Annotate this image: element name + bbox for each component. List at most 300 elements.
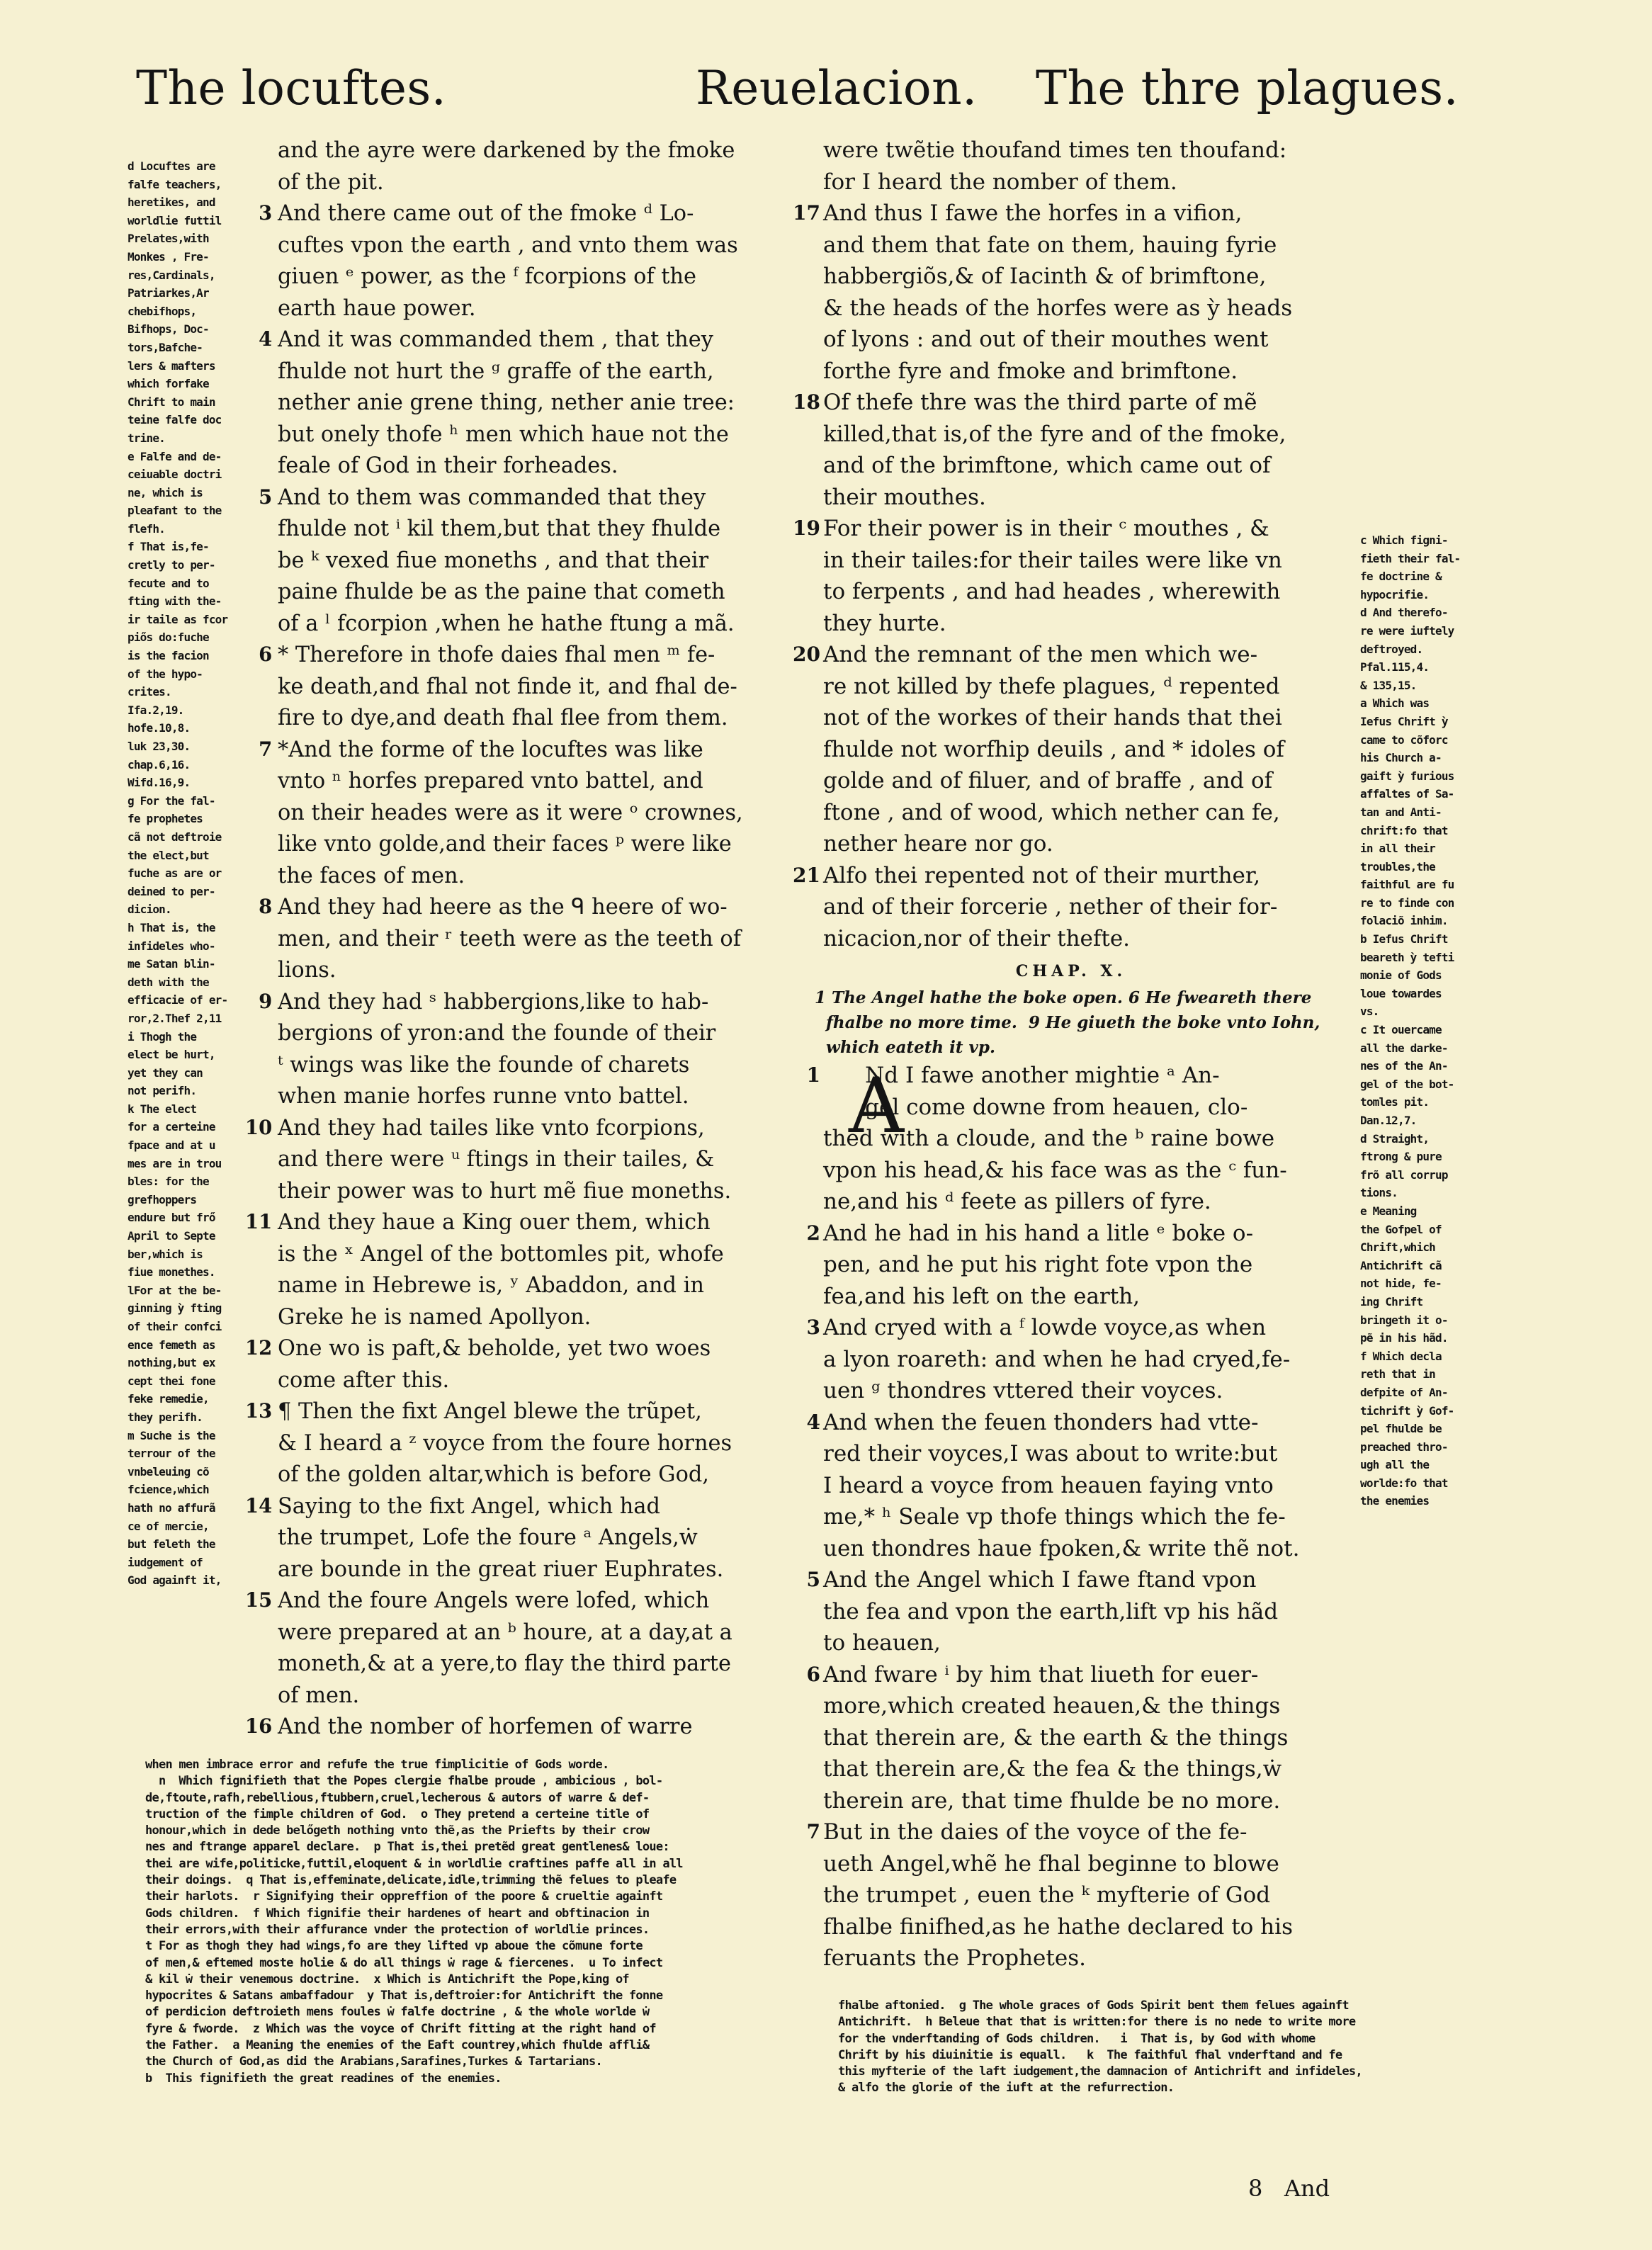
verse-number: 3 bbox=[259, 201, 273, 225]
verse-text: on their heades were as it were ᵒ crownes, bbox=[278, 799, 743, 825]
footnote-line: n Which fignifieth that the Popes clergie fhalbe proude , ambicious , bol- bbox=[145, 1774, 663, 1789]
verse-text: and the ayre were darkened by the fmoke bbox=[278, 137, 735, 163]
verse-text: is the ˣ Angel of the bottomles pit, whofe bbox=[278, 1240, 724, 1267]
verse-text: like vnto golde,and their faces ᵖ were like bbox=[278, 831, 732, 857]
verse-text: But in the daies of the voyce of the fe- bbox=[823, 1819, 1248, 1845]
verse-text: their power was to hurt mẽ fiue moneths. bbox=[278, 1177, 732, 1204]
verse-text: of the golden altar,which is before God, bbox=[278, 1462, 709, 1487]
verse-text: nether heare nor go. bbox=[823, 831, 1053, 857]
margin-gloss-line: lFor at the be- bbox=[128, 1283, 222, 1297]
margin-gloss-line: folaciõ inhim. bbox=[1360, 914, 1448, 928]
text-line bbox=[823, 293, 1369, 324]
margin-gloss-line: fe prophetes bbox=[128, 812, 203, 826]
verse-text: feruants the Prophetes. bbox=[823, 1945, 1086, 1971]
margin-gloss-line: ginning ỳ fting bbox=[128, 1301, 222, 1316]
text-line bbox=[823, 1753, 1369, 1785]
text-line bbox=[278, 513, 819, 545]
margin-gloss-line: reth that in bbox=[1360, 1367, 1435, 1381]
margin-gloss-line: Chrift,which bbox=[1360, 1240, 1435, 1255]
verse-number: 6 bbox=[806, 1662, 820, 1686]
margin-gloss-line: April to Septe bbox=[128, 1229, 215, 1243]
verse-text: of the pit. bbox=[278, 169, 384, 195]
verse-number: 1 bbox=[806, 1063, 820, 1087]
margin-gloss-line: h That is, the bbox=[128, 920, 215, 934]
margin-gloss-line: a Which was bbox=[1360, 696, 1430, 711]
text-line bbox=[259, 986, 819, 1018]
margin-gloss-line: endure but frő bbox=[128, 1211, 215, 1225]
margin-gloss-line: flefh. bbox=[128, 521, 165, 536]
verse-text: moneth,& at a yere,to flay the third parte bbox=[278, 1651, 731, 1676]
text-line bbox=[823, 576, 1369, 608]
margin-gloss-line: nothing,but ex bbox=[128, 1356, 215, 1370]
verse-number: 13 bbox=[244, 1399, 273, 1423]
verse-text: golde and of filuer, and of braffe , and of bbox=[823, 768, 1273, 793]
margin-gloss-line: ir taile as fcor bbox=[128, 612, 228, 626]
text-line bbox=[823, 1533, 1369, 1565]
text-line bbox=[823, 1470, 1369, 1502]
margin-gloss-line: gel of the bot- bbox=[1360, 1077, 1454, 1091]
text-line bbox=[823, 1249, 1369, 1281]
text-line bbox=[793, 860, 1369, 892]
text-line bbox=[278, 1080, 819, 1112]
text-line bbox=[278, 293, 819, 324]
verse-text: fhulde not ⁱ kil them,but that they fhulde bbox=[278, 516, 721, 541]
text-line bbox=[278, 387, 819, 419]
verse-text: And they had ˢ habbergions,like to hab- bbox=[278, 988, 709, 1014]
footnote-line: this myfterie of the laft iudgement,the damnacion of Antichrift and infideles, bbox=[838, 2064, 1362, 2079]
footnote-line: fhalbe aftonied. g The whole graces of Gods Spirit bent them felues againft bbox=[838, 1999, 1349, 2013]
verse-text: And fware ⁱ by him that liueth for euer- bbox=[823, 1661, 1259, 1688]
margin-gloss-line: fecute and to bbox=[128, 576, 209, 590]
margin-gloss-line: feke remedie, bbox=[128, 1392, 209, 1406]
verse-text: * Therefore in thofe daies fhal men ᵐ fe- bbox=[278, 642, 715, 667]
footnotes-left bbox=[145, 1757, 839, 2087]
verse-text: And he had in his hand a litle ᵉ boke o- bbox=[823, 1220, 1254, 1246]
text-line bbox=[278, 923, 819, 955]
text-line bbox=[278, 356, 819, 388]
text-line bbox=[278, 954, 819, 986]
margin-gloss-line: d And therefo- bbox=[1360, 606, 1448, 620]
text-line bbox=[823, 135, 1369, 166]
verse-text: nicacion,nor of their thefte. bbox=[823, 925, 1131, 951]
running-head-right: The thre plagues. bbox=[1036, 61, 1459, 115]
margin-gloss-line: troubles,the bbox=[1360, 859, 1435, 874]
margin-gloss-line: monie of Gods bbox=[1360, 968, 1442, 983]
verse-text: vnto ⁿ horfes prepared vnto battel, and bbox=[278, 768, 703, 793]
footnote-line: the Father. a Meaning the enemies of the Eaft countrey,which fhulde affli& bbox=[145, 2038, 650, 2053]
margin-gloss-line: re to finde con bbox=[1360, 895, 1454, 910]
margin-gloss-line: chrift:fo that bbox=[1360, 823, 1448, 837]
text-line bbox=[823, 324, 1369, 356]
verse-number: 10 bbox=[244, 1115, 273, 1139]
text-line bbox=[244, 1206, 819, 1238]
margin-gloss-line: terrour of the bbox=[128, 1447, 215, 1461]
margin-gloss-line: hath no affurã bbox=[128, 1500, 215, 1515]
catchword: 8 And bbox=[1248, 2175, 1330, 2202]
right-column-chapter-x bbox=[806, 1060, 1369, 1974]
verse-number: 8 bbox=[259, 895, 273, 918]
verse-text: to heauen, bbox=[823, 1630, 941, 1656]
text-line bbox=[806, 1060, 1369, 1092]
verse-number: 15 bbox=[244, 1588, 273, 1612]
left-margin-notes bbox=[128, 157, 282, 1590]
margin-gloss-line: tichrift ỳ Gof- bbox=[1360, 1403, 1454, 1418]
margin-gloss-line: & 135,15. bbox=[1360, 678, 1417, 692]
text-line bbox=[278, 1364, 819, 1396]
verse-text: One wo is paft,& beholde, yet two woes bbox=[278, 1335, 711, 1361]
text-line bbox=[823, 356, 1369, 388]
margin-gloss-line: grefhoppers bbox=[128, 1192, 197, 1206]
text-line bbox=[823, 166, 1369, 198]
margin-gloss-line: Wifd.16,9. bbox=[128, 776, 191, 790]
verse-text: when manie horfes runne vnto battel. bbox=[278, 1083, 689, 1109]
verse-text: the fea and vpon the earth,lift vp his hãd bbox=[823, 1598, 1279, 1624]
footnote-line: nes and ftrange apparel declare. p That is,thei pretẽd great gentlenes& loue: bbox=[145, 1840, 669, 1855]
text-line bbox=[823, 797, 1369, 829]
margin-gloss-line: mes are in trou bbox=[128, 1156, 222, 1170]
verse-text: habbergiõs,& of Iacinth & of brimftone, bbox=[823, 264, 1267, 289]
verse-text: And thus I fawe the horfes in a vifion, bbox=[823, 200, 1243, 226]
margin-gloss-line: deined to per- bbox=[128, 884, 215, 898]
text-line bbox=[278, 419, 819, 451]
text-line bbox=[823, 545, 1369, 577]
text-line bbox=[278, 828, 819, 860]
text-line bbox=[278, 261, 819, 293]
verse-text: uen ᵍ thondres vttered their voyces. bbox=[823, 1378, 1223, 1403]
verse-text: earth haue power. bbox=[278, 295, 476, 321]
margin-gloss-line: efficacie of er- bbox=[128, 993, 228, 1007]
text-line bbox=[823, 1785, 1369, 1817]
verse-text: Of thefe thre was the third parte of mẽ bbox=[823, 390, 1257, 415]
footnote-line: their harlots. r Signifying their oppreffion of the poore & crueltie againft bbox=[145, 1889, 663, 1904]
verse-number: 7 bbox=[806, 1820, 820, 1843]
margin-gloss-line: deth with the bbox=[128, 975, 209, 989]
footnote-line: hypocrites & Satans ambaffadour y That is,deftroier:for Antichrift the fonne bbox=[145, 1989, 663, 2003]
verse-text: vpon his head,& his face was as the ᶜ fun- bbox=[823, 1157, 1287, 1183]
verse-number: 5 bbox=[806, 1568, 820, 1591]
verse-text: And the remnant of the men which we- bbox=[823, 642, 1258, 667]
text-line bbox=[823, 1123, 1369, 1155]
verse-number: 3 bbox=[806, 1316, 820, 1339]
margin-gloss-line: yet they can bbox=[128, 1065, 203, 1080]
text-line bbox=[259, 482, 819, 514]
margin-gloss-line: not perifh. bbox=[128, 1084, 197, 1098]
margin-gloss-line: ence femeth as bbox=[128, 1338, 215, 1352]
footnote-line: t For as thogh they had wings,fo are they lifted vp aboue the cõmune forte bbox=[145, 1939, 643, 1954]
margin-gloss-line: fpace and at u bbox=[128, 1138, 215, 1153]
margin-gloss-line: f That is,fe- bbox=[128, 540, 209, 554]
text-line bbox=[806, 1659, 1369, 1691]
verse-text: bergions of yron:and the founde of their bbox=[278, 1020, 716, 1046]
text-line bbox=[823, 1438, 1369, 1470]
verse-text: were prepared at an ᵇ houre, at a day,at a bbox=[278, 1619, 732, 1645]
text-line bbox=[793, 513, 1369, 545]
text-line bbox=[823, 1722, 1369, 1754]
verse-text: And the Angel which I fawe ftand vpon bbox=[823, 1567, 1257, 1593]
text-line bbox=[823, 1879, 1369, 1911]
verse-text: for I heard the nomber of them. bbox=[823, 169, 1177, 195]
margin-gloss-line: f Which decla bbox=[1360, 1349, 1442, 1363]
verse-text: And the nomber of horfemen of warre bbox=[278, 1714, 693, 1739]
margin-gloss-line: k The elect bbox=[128, 1102, 197, 1116]
margin-gloss-line: of the hypo- bbox=[128, 667, 203, 681]
verse-text: And the foure Angels were lofed, which bbox=[278, 1588, 710, 1613]
footnote-line: Chrift by his diuinitie is equall. k The faithful fhal vnderftand and fe bbox=[838, 2047, 1342, 2062]
text-line bbox=[259, 198, 819, 230]
text-line bbox=[823, 608, 1369, 640]
verse-text: come after this. bbox=[278, 1367, 450, 1393]
text-line bbox=[806, 1564, 1369, 1596]
footnote-line: Gods children. f Which fignifie their hardenes of heart and obftinacion in bbox=[145, 1906, 650, 1921]
margin-gloss-line: piős do:fuche bbox=[128, 631, 209, 645]
text-line bbox=[278, 1522, 819, 1554]
margin-gloss-line: Iefus Chrift ỳ bbox=[1360, 714, 1448, 728]
margin-gloss-line: deftroyed. bbox=[1360, 642, 1423, 656]
verse-text: that therein are,& the fea & the things,ẇ bbox=[823, 1756, 1282, 1782]
verse-text: And there came out of the fmoke ᵈ Lo- bbox=[278, 200, 694, 226]
margin-gloss-line: gaift ỳ furious bbox=[1360, 769, 1454, 783]
footnote-line: fyre & fworde. z Which was the voyce of Chrift fitting at the right hand of bbox=[145, 2021, 656, 2036]
footnote-line: when men imbrace error and refufe the true fimplicitie of Gods worde. bbox=[145, 1758, 609, 1772]
margin-gloss-line: pleafant to the bbox=[128, 504, 222, 518]
text-line bbox=[278, 1175, 819, 1207]
margin-gloss-line: affaltes of Sa- bbox=[1360, 787, 1454, 801]
margin-gloss-line: trine. bbox=[128, 431, 165, 445]
text-line bbox=[278, 1270, 819, 1301]
text-line bbox=[244, 1491, 819, 1522]
verse-text: but onely thofe ʰ men which haue not the bbox=[278, 421, 729, 447]
text-line bbox=[278, 671, 819, 703]
verse-text: name in Hebrewe is, ʸ Abaddon, and in bbox=[278, 1272, 704, 1298]
footnote-line: of men,& eftemed moste holie & do all things ẇ rage & fiercenes. u To infect bbox=[145, 1955, 663, 1970]
verse-text: pen, and he put his right fote vpon the bbox=[823, 1252, 1253, 1277]
margin-gloss-line: nes of the An- bbox=[1360, 1059, 1448, 1073]
text-line bbox=[823, 1155, 1369, 1187]
text-line bbox=[806, 1218, 1369, 1250]
verse-number: 17 bbox=[793, 201, 820, 225]
verse-number: 11 bbox=[244, 1210, 273, 1233]
margin-gloss-line: vnbeleuing cõ bbox=[128, 1464, 209, 1479]
text-line bbox=[278, 545, 819, 577]
text-line bbox=[278, 1017, 819, 1049]
verse-text: I heard a voyce from heauen faying vnto bbox=[823, 1472, 1274, 1498]
text-line bbox=[244, 1396, 819, 1428]
verse-text: red their voyces,I was about to write:but bbox=[823, 1441, 1278, 1466]
verse-text: ke death,and fhal not finde it, and fhal de- bbox=[278, 673, 737, 699]
margin-gloss-line: ne, which is bbox=[128, 485, 203, 499]
margin-gloss-line: defpite of An- bbox=[1360, 1385, 1448, 1399]
verse-text: their mouthes. bbox=[823, 484, 986, 510]
margin-gloss-line: Dan.12,7. bbox=[1360, 1114, 1417, 1127]
text-line bbox=[278, 608, 819, 640]
margin-gloss-line: of their confci bbox=[128, 1320, 222, 1333]
verse-number: 20 bbox=[793, 643, 820, 666]
text-line bbox=[278, 860, 819, 892]
verse-text: ᵗ wings was like the founde of charets bbox=[278, 1051, 690, 1078]
verse-text: fhalbe finifhed,as he hathe declared to his bbox=[823, 1913, 1293, 1940]
text-line bbox=[278, 1428, 819, 1459]
text-line bbox=[823, 450, 1369, 482]
margin-gloss-line: worlde:fo that bbox=[1360, 1476, 1448, 1490]
verse-text: Saying to the fixt Angel, which had bbox=[278, 1493, 660, 1519]
margin-gloss-line: e Meaning bbox=[1360, 1204, 1417, 1218]
right-column-chapter-ix bbox=[793, 135, 1369, 954]
margin-gloss-line: worldlie futtil bbox=[128, 213, 222, 227]
verse-text: cuftes vpon the earth , and vnto them was bbox=[278, 232, 738, 258]
verse-text: not of the workes of their hands that thei bbox=[823, 705, 1282, 730]
margin-gloss-line: his Church a- bbox=[1360, 751, 1442, 765]
verse-text: giuen ᵉ power, as the ᶠ fcorpions of the bbox=[278, 264, 697, 289]
verse-text: a lyon roareth: and when he had cryed,fe- bbox=[823, 1346, 1291, 1372]
argument-line: fhalbe no more time. 9 He giueth the boke vnto Iohn, bbox=[815, 1013, 1320, 1032]
margin-gloss-line: res,Cardinals, bbox=[128, 268, 215, 282]
margin-gloss-line: cept thei fone bbox=[128, 1374, 215, 1388]
running-head-left: The locuftes. bbox=[136, 61, 447, 115]
text-line bbox=[823, 1911, 1369, 1943]
text-line bbox=[823, 702, 1369, 734]
text-line bbox=[259, 891, 819, 923]
margin-gloss-line: ugh all the bbox=[1360, 1458, 1430, 1472]
footnote-line: & alfo the glorie of the iuft at the refurrection. bbox=[838, 2081, 1175, 2096]
footnote-line: truction of the fimple children of God. o They pretend a certeine title of bbox=[145, 1807, 650, 1821]
margin-gloss-line: c It ouercame bbox=[1360, 1023, 1442, 1037]
verse-text: more,which created heauen,& the things bbox=[823, 1693, 1281, 1719]
verse-text: lions. bbox=[278, 957, 336, 983]
margin-gloss-line: luk 23,30. bbox=[128, 740, 191, 753]
chapter-heading: CHAP. X. bbox=[1015, 962, 1127, 980]
margin-gloss-line: fcience,which bbox=[128, 1483, 209, 1497]
text-line bbox=[278, 450, 819, 482]
text-line bbox=[278, 1648, 819, 1680]
text-line bbox=[259, 324, 819, 356]
verse-number: 7 bbox=[259, 737, 273, 761]
verse-text: they hurte. bbox=[823, 610, 946, 636]
verse-text: *And the forme of the locuftes was like bbox=[278, 736, 703, 762]
text-line bbox=[823, 1690, 1369, 1722]
footnote-line: thei are wife,politicke,futtil,eloquent & in worldlie craftines paffe all in all bbox=[145, 1856, 683, 1871]
margin-gloss-line: Bifhops, Doc- bbox=[128, 322, 209, 337]
chapter-argument bbox=[815, 985, 1369, 1060]
text-line bbox=[278, 1143, 819, 1175]
margin-gloss-line: fieth their fal- bbox=[1360, 551, 1461, 565]
margin-gloss-line: Patriarkes,Ar bbox=[128, 286, 209, 300]
verse-text: gel come downe from heauen, clo- bbox=[823, 1094, 1248, 1120]
margin-gloss-line: preached thro- bbox=[1360, 1440, 1448, 1454]
footnote-line: & kil ẇ their venemous doctrine. x Which is Antichrift the Pope,king of bbox=[145, 1972, 629, 1986]
verse-number: 4 bbox=[259, 327, 273, 351]
margin-gloss-line: fiue monethes. bbox=[128, 1265, 215, 1279]
verse-text: are bounde in the great riuer Euphrates. bbox=[278, 1556, 724, 1582]
text-line bbox=[823, 734, 1369, 766]
margin-gloss-line: ror,2.Thef 2,11 bbox=[128, 1011, 222, 1025]
text-line bbox=[278, 702, 819, 734]
verse-text: fhulde not worfhip deuils , and * idoles of bbox=[823, 736, 1284, 762]
verse-text: Nd I fawe another mightie ᵃ An- bbox=[823, 1063, 1220, 1088]
text-line bbox=[278, 230, 819, 261]
verse-text: And to them was commanded that they bbox=[278, 484, 706, 510]
verse-text: the trumpet , euen the ᵏ myfterie of God bbox=[823, 1882, 1271, 1908]
margin-gloss-line: chap.6,16. bbox=[128, 757, 191, 771]
verse-text: to ferpents , and had heades , wherewith bbox=[823, 579, 1281, 604]
text-line bbox=[244, 1333, 819, 1364]
verse-text: of men. bbox=[278, 1682, 360, 1708]
verse-text: uen thondres haue fpoken,& write thẽ not. bbox=[823, 1535, 1300, 1561]
text-line bbox=[823, 1848, 1369, 1880]
verse-number: 21 bbox=[793, 863, 820, 887]
margin-gloss-line: heretikes, and bbox=[128, 196, 215, 210]
text-line bbox=[823, 230, 1369, 261]
right-margin-notes bbox=[1360, 531, 1502, 1510]
margin-gloss-line: ber,which is bbox=[128, 1247, 203, 1261]
margin-gloss-line: they perifh. bbox=[128, 1410, 203, 1424]
footnote-line: of perdicion deftroieth mens foules ẇ falfe doctrine , & the whole worlde ẇ bbox=[145, 2005, 650, 2020]
verse-text: men, and their ʳ teeth were as the teeth of bbox=[278, 925, 741, 951]
verse-text: ne,and his ᵈ feete as pillers of fyre. bbox=[823, 1189, 1211, 1214]
verse-text: of lyons : and out of their mouthes went bbox=[823, 327, 1269, 352]
margin-gloss-line: d Locuftes are bbox=[128, 159, 215, 173]
text-line bbox=[278, 797, 819, 829]
margin-gloss-line: which forfake bbox=[128, 377, 209, 391]
margin-gloss-line: fuche as are or bbox=[128, 866, 222, 881]
verse-text: therein are, that time fhulde be no more. bbox=[823, 1787, 1281, 1814]
margin-gloss-line: Monkes , Fre- bbox=[128, 249, 209, 264]
text-line bbox=[806, 1816, 1369, 1848]
margin-gloss-line: ce of mercie, bbox=[128, 1519, 209, 1533]
margin-gloss-line: faithful are fu bbox=[1360, 878, 1454, 892]
verse-text: in their tailes:for their tailes were like vn bbox=[823, 547, 1282, 573]
margin-gloss-line: Ifa.2,19. bbox=[128, 703, 184, 717]
text-line bbox=[823, 828, 1369, 860]
text-line bbox=[278, 1301, 819, 1333]
verse-text: the faces of men. bbox=[278, 862, 465, 888]
footnote-line: de,ftoute,rafh,rebellious,ftubbern,cruel,lecherous & autors of warre & def- bbox=[145, 1790, 650, 1805]
text-line bbox=[278, 135, 819, 166]
verse-text: For their power is in their ᶜ mouthes , & bbox=[823, 516, 1269, 541]
margin-gloss-line: ceiuable doctri bbox=[128, 468, 222, 482]
text-line bbox=[278, 1459, 819, 1491]
margin-gloss-line: i Thogh the bbox=[128, 1029, 197, 1044]
footnote-line: their doings. q That is,effeminate,delicate,idle,trimming thẽ felues to pleafe bbox=[145, 1873, 677, 1888]
verse-text: nether anie grene thing, nether anie tree: bbox=[278, 390, 735, 415]
verse-text: & I heard a ᶻ voyce from the foure hornes bbox=[278, 1430, 732, 1456]
text-line bbox=[823, 891, 1369, 923]
argument-line: which eateth it vp. bbox=[815, 1038, 995, 1057]
running-head bbox=[0, 61, 1652, 129]
verse-text: re not killed by thefe plagues, ᵈ repented bbox=[823, 673, 1280, 699]
verse-text: thed with a cloude, and the ᵇ raine bowe bbox=[823, 1126, 1275, 1151]
verse-number: 18 bbox=[793, 390, 820, 414]
text-line bbox=[823, 419, 1369, 451]
verse-text: were twẽtie thoufand times ten thoufand: bbox=[823, 137, 1287, 163]
verse-text: forthe fyre and fmoke and brimftone. bbox=[823, 358, 1238, 384]
margin-gloss-line: not hide, fe- bbox=[1360, 1277, 1442, 1291]
text-line bbox=[278, 1554, 819, 1585]
argument-line: 1 The Angel hathe the boke open. 6 He fweareth there bbox=[815, 988, 1312, 1007]
margin-gloss-line: pẽ in his hãd. bbox=[1360, 1331, 1448, 1345]
margin-gloss-line: e Falfe and de- bbox=[128, 449, 222, 463]
margin-gloss-line: Prelates,with bbox=[128, 232, 209, 246]
text-line bbox=[793, 198, 1369, 230]
margin-gloss-line: pel fhulde be bbox=[1360, 1422, 1442, 1436]
verse-text: of a ˡ fcorpion ,when he hathe ftung a mã. bbox=[278, 610, 735, 636]
text-line bbox=[278, 1238, 819, 1270]
text-line bbox=[823, 1281, 1369, 1313]
verse-number: 16 bbox=[244, 1714, 273, 1738]
margin-gloss-line: b Iefus Chrift bbox=[1360, 932, 1448, 946]
text-line bbox=[278, 576, 819, 608]
margin-gloss-line: is the facion bbox=[128, 649, 209, 663]
verse-number: 5 bbox=[259, 485, 273, 509]
